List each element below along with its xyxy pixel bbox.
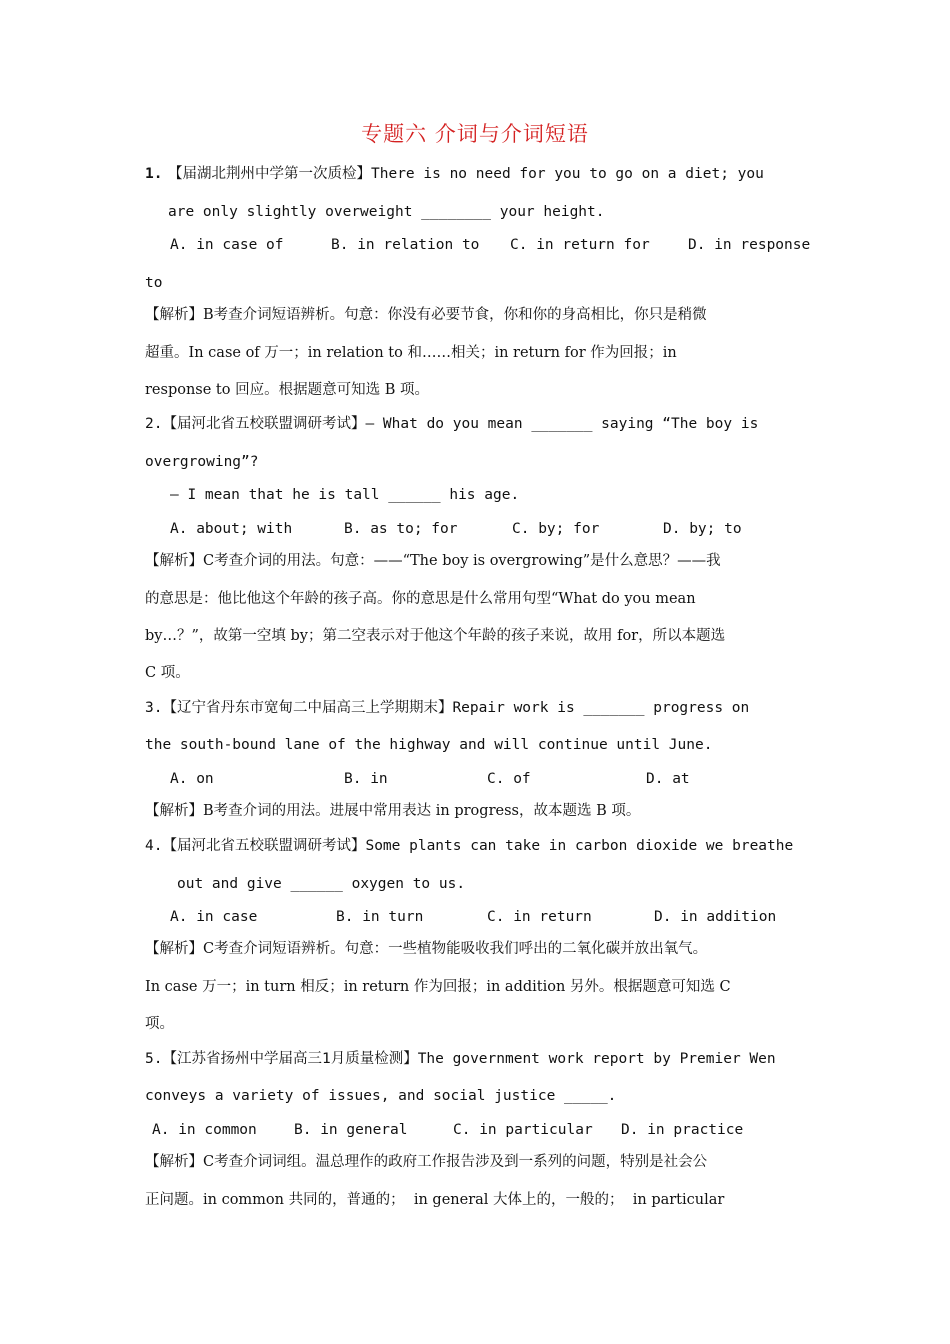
q2-option-b: B. as to; for	[344, 521, 458, 537]
q1-option-c: C. in return for	[510, 237, 650, 253]
q5-explanation-line1: 【解析】C考查介词词组。温总理作的政府工作报告涉及到一系列的问题，特别是社会公	[145, 1154, 708, 1170]
q1-stem-line1: 【届湖北荆州中学第一次质检】There is no need for you to go on a diet; you	[168, 166, 764, 182]
q3-option-c: C. of	[487, 771, 531, 787]
q2-explanation-line1: 【解析】C考查介词的用法。句意：——“The boy is overgrowing”是什么意思？——我	[145, 553, 721, 569]
page-title: 专题六 介词与介词短语	[361, 122, 589, 146]
q5-stem-line1: 5.【江苏省扬州中学届高三1月质量检测】The government work report by Premier Wen	[145, 1051, 776, 1067]
q3-option-a: A. on	[170, 771, 214, 787]
q3-explanation-line1: 【解析】B考查介词的用法。进展中常用表达 in progress，故本题选 B 项。	[145, 803, 641, 819]
q2-stem-line1: 2.【届河北省五校联盟调研考试】— What do you mean _______ saying “The boy is	[145, 416, 759, 432]
q1-stem-line2: are only slightly overweight ________ your height.	[168, 204, 605, 220]
q4-explanation-line2: In case 万一；in turn 相反；in return 作为回报；in addition 另外。根据题意可知选 C	[145, 979, 731, 995]
q1-option-d: D. in response	[688, 237, 811, 253]
q4-explanation-line1: 【解析】C考查介词短语辨析。句意：一些植物能吸收我们呼出的二氧化碳并放出氧气。	[145, 941, 708, 957]
q4-option-c: C. in return	[487, 909, 592, 925]
q4-stem-line1: 4.【届河北省五校联盟调研考试】Some plants can take in carbon dioxide we breathe	[145, 838, 794, 854]
q2-explanation-line4: C 项。	[145, 665, 190, 681]
q3-option-b: B. in	[344, 771, 388, 787]
q2-stem-line3: — I mean that he is tall ______ his age.	[170, 487, 520, 503]
q5-option-a: A. in common	[152, 1122, 257, 1138]
q4-explanation-line3: 项。	[145, 1016, 174, 1032]
q1-option-d-wrap: to	[145, 275, 163, 291]
q3-option-d: D. at	[646, 771, 690, 787]
q2-option-d: D. by; to	[663, 521, 742, 537]
q5-stem-line2: conveys a variety of issues, and social justice _____.	[145, 1088, 617, 1104]
q5-option-d: D. in practice	[621, 1122, 744, 1138]
q4-stem-line2: out and give ______ oxygen to us.	[177, 876, 466, 892]
q4-option-a: A. in case	[170, 909, 258, 925]
q5-option-b: B. in general	[294, 1122, 408, 1138]
q3-stem-line2: the south-bound lane of the highway and will continue until June.	[145, 737, 713, 753]
q2-option-a: A. about; with	[170, 521, 293, 537]
q2-explanation-line3: by…？”，故第一空填 by；第二空表示对于他这个年龄的孩子来说，故用 for，所以本题选	[145, 628, 726, 644]
q1-explanation-line3: response to 回应。根据题意可知选 B 项。	[145, 382, 429, 398]
q2-stem-line2: overgrowing”?	[145, 454, 259, 470]
q1-explanation-line2: 超重。In case of 万一；in relation to 和……相关；in return for 作为回报；in	[145, 345, 677, 361]
q5-option-c: C. in particular	[453, 1122, 593, 1138]
q2-option-c: C. by; for	[512, 521, 600, 537]
q5-explanation-line2: 正问题。in common 共同的，普通的； in general 大体上的，一般的； in particular	[145, 1192, 725, 1208]
q4-option-d: D. in addition	[654, 909, 777, 925]
q1-explanation-line1: 【解析】B考查介词短语辨析。句意：你没有必要节食，你和你的身高相比，你只是稍微	[145, 307, 707, 323]
q3-stem-line1: 3.【辽宁省丹东市宽甸二中届高三上学期期末】Repair work is _______ progress on	[145, 700, 750, 716]
q1-option-a: A. in case of	[170, 237, 284, 253]
q1-number: 1.	[145, 166, 163, 182]
q4-option-b: B. in turn	[336, 909, 424, 925]
q1-option-b: B. in relation to	[331, 237, 480, 253]
q2-explanation-line2: 的意思是：他比他这个年龄的孩子高。你的意思是什么常用句型“What do you mean	[145, 591, 696, 607]
